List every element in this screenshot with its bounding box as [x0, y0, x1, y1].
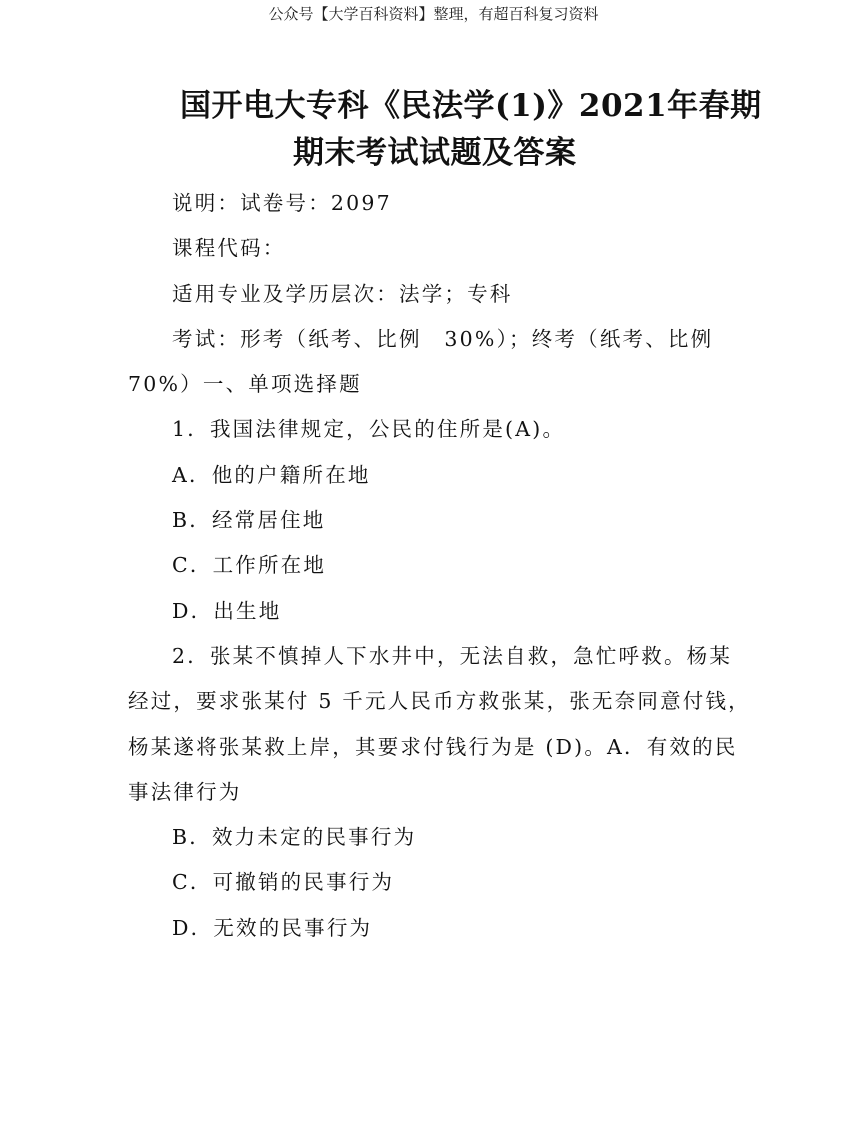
document-title-line-2: 期末考试试题及答案 — [293, 135, 577, 171]
q1-option-c: C．工作所在地 — [172, 553, 327, 578]
q1-option-b: B．经常居住地 — [172, 508, 326, 533]
question-2-line-1: 2．张某不慎掉人下水井中，无法自救，急忙呼救。杨某 — [172, 643, 733, 668]
q2-option-c: C．可撤销的民事行为 — [172, 870, 395, 895]
exam-number: 说明：试卷号：2097 — [172, 191, 392, 215]
question-2-line-2: 经过，要求张某付 5 千元人民币方救张某，张无奈同意付钱， — [128, 689, 751, 714]
exam-format: 考试：形考（纸考、比例 30%）；终考（纸考、比例 — [172, 326, 714, 351]
applicable-major: 适用专业及学历层次：法学；专科 — [172, 281, 513, 306]
section-heading: 70%）一、单项选择题 — [128, 372, 362, 397]
q1-option-d: D．出生地 — [172, 598, 282, 623]
q2-option-b: B．效力未定的民事行为 — [172, 825, 417, 850]
question-2-line-3: 杨某遂将张某救上岸，其要求付钱行为是 (D)。A．有效的民 — [128, 734, 738, 759]
question-2-line-4: 事法律行为 — [128, 779, 242, 804]
document-title-line-1: 国开电大专科《民法学(1)》2021年春期 — [180, 88, 762, 124]
q1-option-a: A．他的户籍所在地 — [172, 462, 371, 487]
document-body — [128, 186, 751, 956]
course-code: 课程代码： — [172, 236, 286, 261]
q2-option-d: D．无效的民事行为 — [172, 915, 373, 940]
page-header: 公众号【大学百科资料】整理，有超百科复习资料 — [268, 5, 599, 23]
question-1: 1．我国法律规定，公民的住所是(A)。 — [172, 417, 566, 442]
